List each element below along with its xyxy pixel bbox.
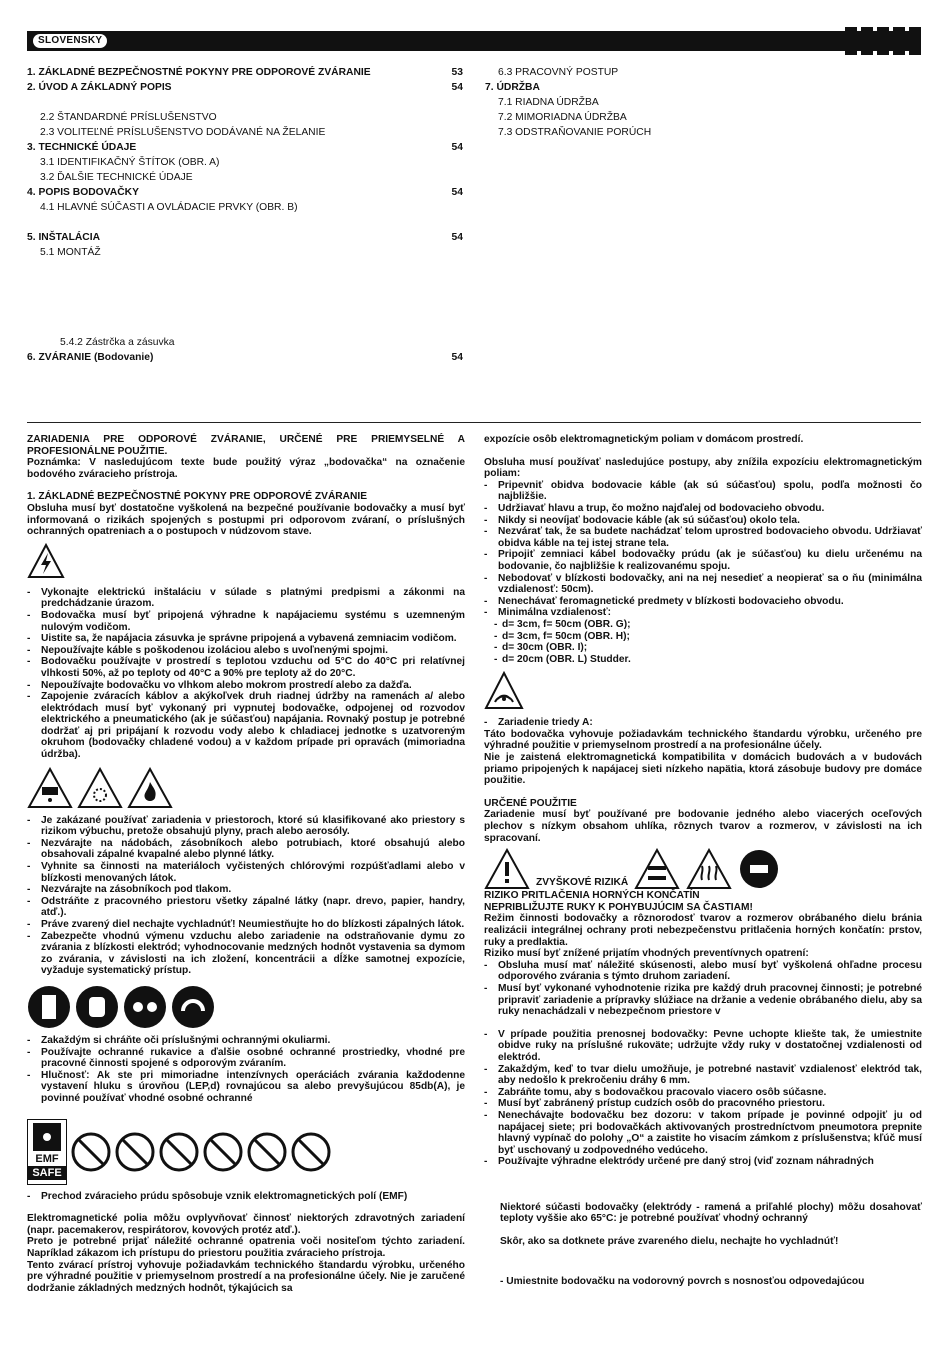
list-item: - Nezvárajte na nádobách, zásobníkoch alebo potrubiach, ktoré obsahujú alebo obsahovali zápalné kvapalné alebo plynné látky.: [27, 838, 465, 861]
emf-list: [27, 1191, 465, 1203]
toc-entry-page: 54: [451, 142, 463, 153]
list-item: - Udržiavať hlavu a trup, čo možno najďalej od bodovacieho obvodu.: [484, 503, 922, 515]
last-item-text: - Umiestnite bodovačku na vodorovný povrch s nosnosťou odpovedajúcou: [500, 1275, 865, 1287]
emf-label: EMF: [35, 1152, 59, 1165]
risk-title-2: NEPRIBLIŽUJTE RUKY K POHYBUJÚCIM SA ČASTIAM!: [484, 901, 753, 913]
toc-entry-text: 6.3 PRACOVNÝ POSTUP: [498, 67, 619, 78]
emf-text-3: Tento zvárací prístroj vyhovuje požiadavkám technického štandardu výrobku, určeného pre výhradné použitie v priemyselnom prostredí a na profesionálne účely. Nie je zaručené dodržanie základných medzných hodnôt, týkajúcich sa: [27, 1259, 465, 1294]
list-item: - Používajte ochranné rukavice a ďalšie osobné ochranné prostriedky, vhodné pre pracovné činnosti spojené s odporovým zváraním.: [27, 1047, 465, 1070]
toc-entry-text: 4.1 HLAVNÉ SÚČASTI A OVLÁDACIE PRVKY (OBR. B): [40, 202, 298, 213]
list-item: - Nezvárať tak, že sa budete nachádzať telom uprostred bodovacieho obvodu. Udržiavať obidva káble na tej istej strane tela.: [484, 526, 922, 549]
toc-entry-text: 5.4.2 Zástrčka a zásuvka: [60, 337, 175, 348]
crush-hazard-icon: [634, 848, 680, 890]
list-item: - d= 20cm (OBR. L) Studder.: [484, 654, 922, 666]
list-item: - Pripojiť zemniaci kábel bodovačky prúdu (ak je súčasťou) ku dielu určenému na bodovanie, čo najbližšie k realizovanému spoju.: [484, 549, 922, 572]
toc-entry-text: [27, 260, 443, 275]
list-item: - Je zakázané používať zariadenia v priestoroch, ktoré sú klasifikované ako priestory s rizikom výbuchu, pretože obsahujú plyny, prach alebo aerosóly.: [27, 815, 465, 838]
list-item: - d= 30cm (OBR. I);: [484, 642, 922, 654]
list-item: - Minimálna vzdialenosť:: [484, 607, 922, 619]
list-item: - Práve zvarený diel nechajte vychladnúť! Neumiestňujte ho do blízkosti zápalných látok.: [27, 919, 465, 931]
toc-entry: [485, 95, 785, 110]
toc-right: [485, 65, 785, 140]
toc-entry: [27, 350, 463, 365]
toc-entry-page: [443, 320, 463, 335]
risk-text: Režim činnosti bodovačky a rôznorodosť tvarov a rozmerov obrábaného dielu bránia realizácii integrálnej ochrany proti nebezpečenstvu pritlačenia horných končatín: prstov, ruky a predlaktia.: [484, 913, 922, 948]
toc-entry-text: 5.1 MONTÁŽ: [40, 247, 101, 258]
goggles-icon: [123, 985, 167, 1029]
list-item: - Uistite sa, že napájacia zásuvka je správne pripojená a vybavená zemniacim vodičom.: [27, 633, 465, 645]
toc-entry: [27, 95, 463, 110]
toc-entry-page: [443, 290, 463, 305]
list-item: - Zariadenie triedy A:: [484, 717, 922, 729]
toc-entry-page: 54: [451, 187, 463, 198]
class-a-text: Táto bodovačka vyhovuje požiadavkám technického štandardu výrobku, určeného pre výhradné použitie v priemyselnom prostredí a na profesionálne účely.: [484, 728, 922, 752]
toc-entry: [27, 80, 463, 95]
toc-entry-text: [27, 215, 443, 230]
no-metal-implant-icon: [159, 1132, 199, 1172]
toc-entry-text: 7. ÚDRŽBA: [485, 82, 540, 93]
list-item: - Hlučnosť: Ak ste pri mimoriadne intenzívnych operáciách zvárania každodenne vystavení hluku s úrovňou (LEP,d) rovnajúcou sa alebo prevyšujúcou 85db(A), je povinné používať vhodné osobné ochranné: [27, 1070, 465, 1105]
toc-entry-page: [443, 155, 463, 170]
emf-text-1: Elektromagnetické polia môžu ovplyvňovať činnosť niektorých zdravotných zariadení (napr. pacemakerov, respirátorov, kovových protéz atď.).: [27, 1213, 465, 1236]
section-1-text: Obsluha musí byť dostatočne vyškolená na bezpečné používanie bodovačky a musí byť informovaná o rizikách spojených s postupmi pri odporovom zváraní, o príslušných ochranných opatreniach a o postupoch v núdzovom stave.: [27, 502, 465, 538]
toc-entry: [27, 200, 463, 215]
list-item: - Nezvárajte na zásobníkoch pod tlakom.: [27, 884, 465, 896]
list-item: - Prechod zváracieho prúdu spôsobuje vznik elektromagnetických polí (EMF): [27, 1191, 465, 1203]
list-item: - Zapojenie zváracích káblov a akýkoľvek druh riadnej údržby na ramenách a/ alebo elektródach musí byť vykonaný pri vypnutej bodovačke, odpojenej od rozvodov elektrického a pneumatického (ak je súčasťou) napájania. Rovnaký postup je potrebné dodržať aj pri pripájaní k rozvodu vody alebo k chladiacej jednotke s uzatvoreným okruhom (bodovačky chladené vodou) a v každom prípade pri opravách (mimoriadna údržba).: [27, 691, 465, 761]
toc-entry: [27, 230, 463, 245]
toc-entry: [485, 125, 785, 140]
toc-entry-text: 2.3 VOLITEĽNÉ PRÍSLUŠENSTVO DODÁVANÉ NA ŽELANIE: [40, 127, 326, 138]
list-item: - Zakaždým, keď to tvar dielu umožňuje, je potrebné nastaviť vzdialenosť elektród tak, aby nedošlo k prekročeniu dráhy 6 mm.: [484, 1064, 922, 1087]
class-a-list: [484, 717, 922, 729]
toc-entry-text: 6. ZVÁRANIE (Bodovanie): [27, 352, 154, 363]
toc-entry-page: [443, 95, 463, 110]
toc-entry-text: [27, 95, 443, 110]
toc-entry-text: 4. POPIS BODOVAČKY: [27, 187, 139, 198]
emf-radiation-warning-icon: [484, 671, 524, 711]
no-access-icon: [738, 848, 780, 890]
toc-entry: [27, 305, 463, 320]
list-item: - Zabráňte tomu, aby s bodovačkou pracovalo viacero osôb súčasne.: [484, 1087, 922, 1099]
no-magnetic-card-icon: [203, 1132, 243, 1172]
list-item: - Zakaždým si chráňte oči príslušnými ochrannými okuliarmi.: [27, 1035, 465, 1047]
toc-entry: [27, 185, 463, 200]
corrosive-hazard-icon: [27, 767, 73, 809]
toc-entry: [27, 245, 463, 260]
list-item: - Pripevniť obidva bodovacie káble (ak sú súčasťou) spolu, podľa možnosti čo najbližšie.: [484, 480, 922, 503]
no-watch-icon: [291, 1132, 331, 1172]
emf-safe-icon: [27, 1119, 67, 1185]
list-item: - Musí byť vykonané vyhodnotenie rizika pre každý druh pracovnej činnosti; je potrebné pripraviť zariadenie a prípravky slúžiace na držanie a vedenie obrábaného dielu, aby sa ruky nenachádzali v nebezpečnom priestore v: [484, 983, 922, 1018]
cool-down-text: Skôr, ako sa dotknete práve zvareného dielu, nechajte ho vychladnúť!: [500, 1236, 839, 1248]
toc-entry: [27, 290, 463, 305]
toc-entry-text: 7.1 RIADNA ÚDRŽBA: [498, 97, 599, 108]
class-a-text-2: Nie je zaistená elektromagnetická kompatibilita v domácich budovách a v budovách priamo pripojených k napájacej sieti nízkeho napätia, ktorá zásobuje budovy pre domáce použitie.: [484, 752, 922, 787]
toc-entry-page: [443, 305, 463, 320]
toc-entry: [27, 140, 463, 155]
list-item: - Obsluha musí mať náležité skúsenosti, alebo musí byť vyškolená ohľadne procesu odporového zvárania s týmto druhom zariadení.: [484, 960, 922, 983]
emf-text-2: Preto je potrebné prijať náležité ochranné opatrenia voči nositeľom týchto zariadení. Napríklad zákazom ich prístupu do priestoru použitia zváracieho prístroja.: [27, 1236, 465, 1259]
toc-entry: [485, 110, 785, 125]
emf-procedures-intro: Obsluha musí používať nasledujúce postupy, aby znížila expozíciu elektromagnetickým poliam:: [484, 456, 922, 480]
risk-title-1: RIZIKO PRITLAČENIA HORNÝCH KONČATÍN: [484, 890, 700, 902]
toc-entry-text: 3. TECHNICKÉ ÚDAJE: [27, 142, 137, 153]
toc-entry-text: [27, 305, 443, 320]
risk-list: [484, 960, 922, 1018]
list-item: - Nikdy si neovíjať bodovacie káble (ak sú súčasťou) okolo tela.: [484, 515, 922, 527]
toc-entry-text: 3.2 ĎALŠIE TECHNICKÉ ÚDAJE: [40, 172, 193, 183]
toc-entry-page: [443, 125, 463, 140]
doc-title: ZARIADENIA PRE ODPOROVÉ ZVÁRANIE, URČENÉ PRE PRIEMYSELNÉ A PROFESIONÁLNE POUŽITIE.: [27, 434, 465, 457]
list-item: - Nenechávajte bodovačku bez dozoru: v takom prípade je povinné odpojiť ju od napájacej siete; pri bodovačkách aktivovaných prostredníctvom pneumotora prepnite hlavný vypínač do polohy „O“ a zaistite ho visacím zámkom z príslušenstva; kľúč musí byť uschovaný u zodpovedného vedúceho.: [484, 1110, 922, 1156]
right-column: [484, 434, 922, 1287]
toc-entry-page: [443, 275, 463, 290]
toc-entry-page: 54: [451, 232, 463, 243]
toc-entry-text: 7.3 ODSTRAŇOVANIE PORÚCH: [498, 127, 652, 138]
toc-entry: [27, 275, 463, 290]
toc-entry-page: 54: [451, 352, 463, 363]
left-column: [27, 434, 465, 1294]
list-item: - Zabezpečte vhodnú výmenu vzduchu alebo zariadenie na odstraňovanie dymu zo zvárania z blízkosti elektród; vyhodnocovanie medzných hodnôt vystavenia sa dymom zo zvárania, v závislosti na ich zložení, koncentrácii a dĺžke samotnej expozície, vyžaduje systematický prístup.: [27, 931, 465, 977]
emf-procedures-list: [484, 480, 922, 619]
intended-use-text: Zariadenie musí byť používané pre bodovanie jedného alebo viacerých oceľových plechov s nízkym obsahom uhlíka, rôznych tvarov a rozmerov, v závislosti na ich spracovaní.: [484, 809, 922, 844]
list-item: - Nepoužívajte káble s poškodenou izoláciou alebo s uvoľnenými spojmi.: [27, 645, 465, 657]
toc-entry-page: 54: [451, 82, 463, 93]
gloves-icon: [75, 985, 119, 1029]
section-divider: [27, 422, 921, 423]
list-item: - Bodovačka musí byť pripojená výhradne k napájaciemu systému s uzemneným nulovým vodičom.: [27, 610, 465, 633]
list-item: - Odstráňte z pracovného priestoru všetky zápalné látky (napr. drevo, papier, handry, atď.).: [27, 896, 465, 919]
toc-entry-text: 1. ZÁKLADNÉ BEZPEČNOSTNÉ POKYNY PRE ODPOROVÉ ZVÁRANIE: [27, 67, 371, 78]
residual-risks-label: ZVYŠKOVÉ RIZIKÁ: [536, 876, 629, 888]
list-item: - Vyhnite sa činnosti na materiáloch vyčistených chlórovými rozpúšťadlami alebo v blízkosti menovaných látok.: [27, 861, 465, 884]
language-label: SLOVENSKY: [33, 34, 107, 48]
toc-entry-page: [443, 170, 463, 185]
no-heart-device-icon: [115, 1132, 155, 1172]
toc-entry-text: 3.1 IDENTIFIKAČNÝ ŠTÍTOK (OBR. A): [40, 157, 220, 168]
toc-entry-text: 2. ÚVOD A ZÁKLADNÝ POPIS: [27, 82, 172, 93]
toc-entry-page: 53: [451, 67, 463, 78]
protective-clothing-icon: [27, 985, 71, 1029]
no-metal-tools-icon: [247, 1132, 287, 1172]
list-item: - Musí byť zabránený prístup cudzích osôb do pracovného priestoru.: [484, 1098, 922, 1110]
toc-entry-page: [443, 200, 463, 215]
intended-use-title: URČENÉ POUŽITIE: [484, 797, 577, 809]
toc-entry-text: 2.2 ŠTANDARDNÉ PRÍSLUŠENSTVO: [40, 112, 217, 123]
risk-list-2: [484, 1029, 922, 1168]
toc-entry-text: 5. INŠTALÁCIA: [27, 232, 101, 243]
list-item: - Vykonajte elektrickú inštaláciu v súlade s platnými predpismi a zákonmi na predchádzanie úrazom.: [27, 587, 465, 610]
header-bar: [27, 31, 921, 51]
right-continuation: expozície osôb elektromagnetickým poliam v domácom prostredí.: [484, 434, 804, 445]
list-item: - Nepoužívajte bodovačku vo vlhkom alebo mokrom prostredí alebo za dažďa.: [27, 680, 465, 692]
toc-entry: [27, 260, 463, 275]
safe-label: SAFE: [28, 1166, 66, 1180]
risk-text-2: Riziko musí byť znížené prijatím vhodných preventívnych opatrení:: [484, 948, 809, 960]
toc-entry-page: [443, 335, 463, 350]
toc-entry-page: [443, 215, 463, 230]
list-item: - d= 3cm, f= 50cm (OBR. G);: [484, 619, 922, 631]
toc-entry: [27, 125, 463, 140]
toc-entry: [27, 110, 463, 125]
list-item: - Nenechávať feromagnetické predmety v blízkosti bodovacieho obvodu.: [484, 596, 922, 608]
toc-entry: [27, 320, 463, 335]
toc-entry: [27, 155, 463, 170]
toc-entry: [27, 335, 463, 350]
hot-surface-icon: [686, 848, 732, 890]
general-warning-icon: [484, 848, 530, 890]
toc-entry: [485, 65, 785, 80]
fire-hazard-icon: [127, 767, 173, 809]
note-text: Poznámka: V nasledujúcom texte bude použitý výraz „bodovačka“ na označenie bodového zváracieho prístroja.: [27, 457, 465, 480]
explosive-hazard-icon: [77, 767, 123, 809]
hot-parts-text: Niektoré súčasti bodovačky (elektródy - ramená a priľahlé plochy) môžu dosahovať teploty vyššie ako 65°C: je potrebné používať vhodný ochranný: [500, 1201, 922, 1225]
toc-entry-text: [27, 275, 443, 290]
toc-entry: [485, 80, 785, 95]
toc-entry-page: [443, 110, 463, 125]
header-stripes: [845, 27, 921, 55]
fire-list: [27, 815, 465, 977]
toc-entry: [27, 65, 463, 80]
list-item: - Nebodovať v blízkosti bodovačky, ani na nej nesedieť a neopierať sa o ňu (minimálna vzdialenosť: 50cm).: [484, 573, 922, 596]
electric-hazard-icon: [27, 543, 65, 579]
toc-entry-text: [27, 290, 443, 305]
no-pacemaker-icon: [71, 1132, 111, 1172]
toc-entry-page: [443, 260, 463, 275]
list-item: - Bodovačku používajte v prostredí s teplotou vzduchu od 5°C do 40°C pri relatívnej vlhkosti 50%, až po teploty od 40°C a 90% pre teploty až do 20°C.: [27, 656, 465, 679]
ear-protection-icon: [171, 985, 215, 1029]
toc-entry-text: 7.2 MIMORIADNA ÚDRŽBA: [498, 112, 627, 123]
list-item: - d= 3cm, f= 50cm (OBR. H);: [484, 631, 922, 643]
toc-left: [27, 65, 463, 365]
ppe-list: [27, 1035, 465, 1105]
toc-entry: [27, 215, 463, 230]
distance-list: [484, 619, 922, 665]
list-item: - V prípade použitia prenosnej bodovačky: Pevne uchopte kliešte tak, že umiestnite obidve ruky na príslušné rukoväte; udržujte vždy ruky v dostatočnej vzdialenosti od elektród.: [484, 1029, 922, 1064]
toc-entry-page: [443, 245, 463, 260]
section-1-title: 1. ZÁKLADNÉ BEZPEČNOSTNÉ POKYNY PRE ODPOROVÉ ZVÁRANIE: [27, 491, 368, 503]
toc-entry: [27, 170, 463, 185]
toc-entry-text: [27, 320, 443, 335]
electric-list: [27, 587, 465, 761]
list-item: - Používajte výhradne elektródy určené pre daný stroj (viď zoznam náhradných: [484, 1156, 922, 1168]
